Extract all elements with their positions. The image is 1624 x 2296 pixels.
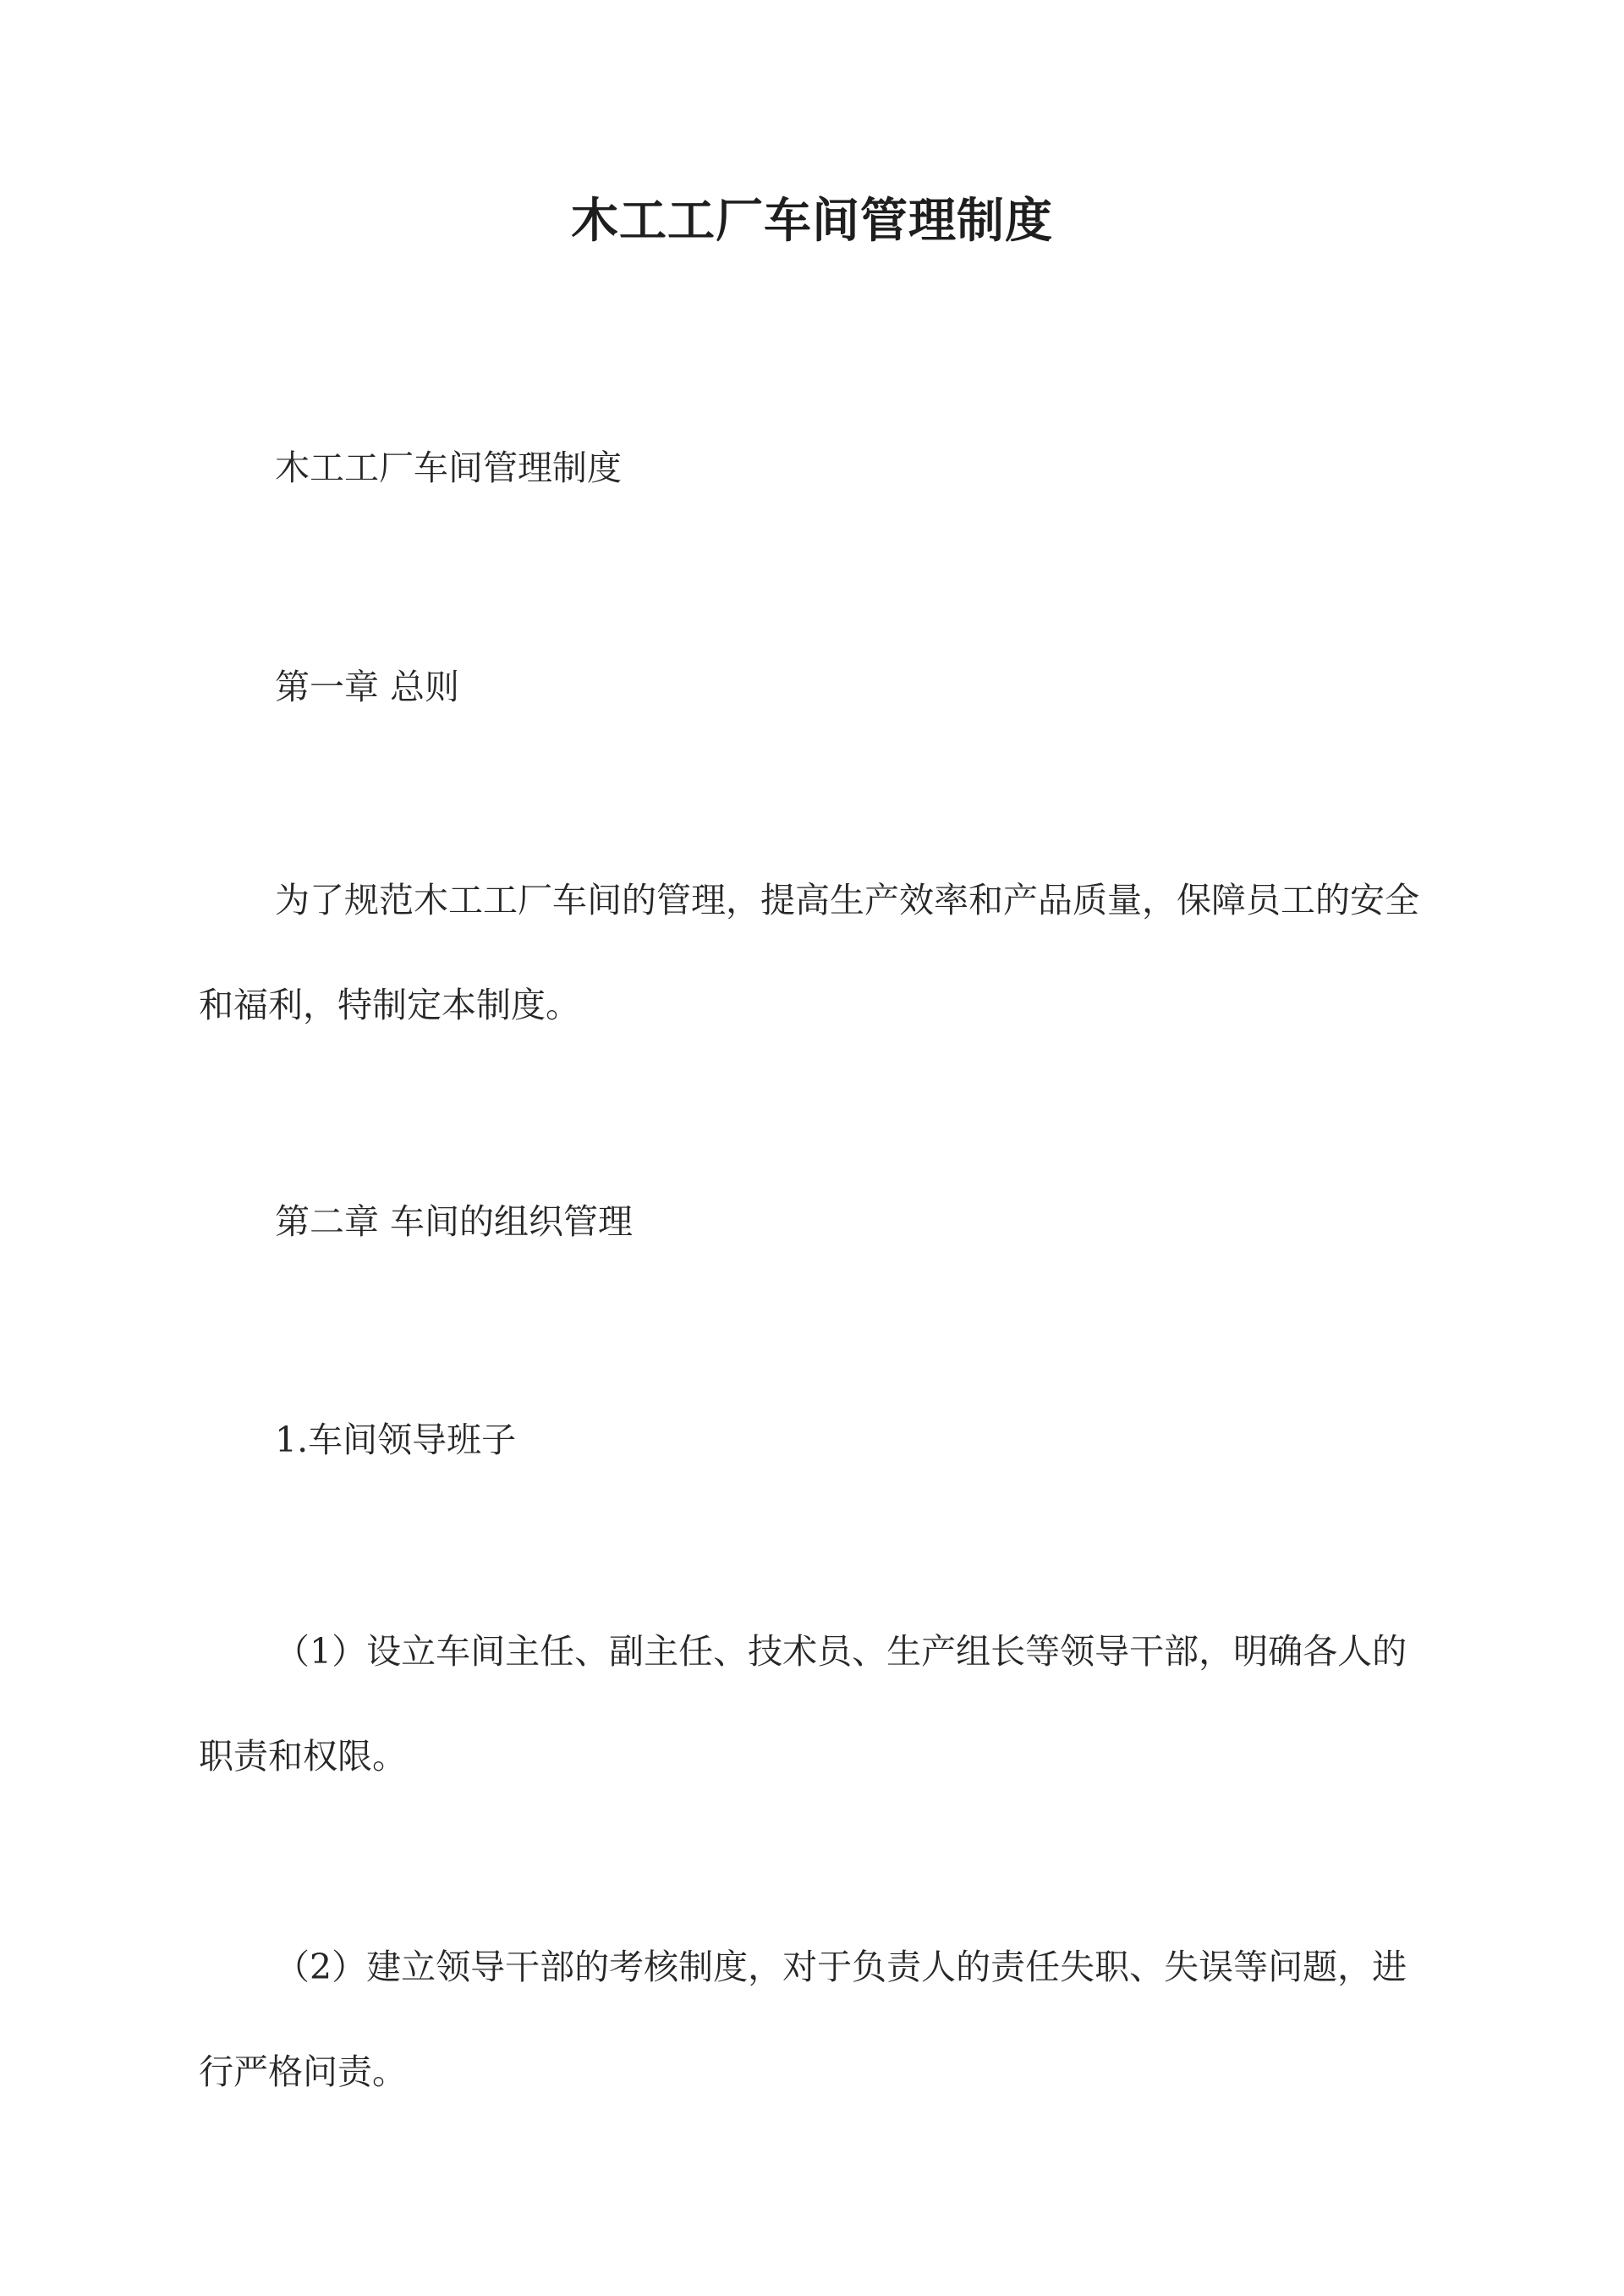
section-heading-leadership: 1.车间领导班子	[275, 1420, 517, 1460]
chapter-heading-organization: 第二章 车间的组织管理	[275, 1201, 634, 1242]
list-item-leadership-roles: （1）设立车间主任、副主任、技术员、生产组长等领导干部，明确各人的职责和权限。	[199, 1631, 1407, 1777]
paragraph-purpose: 为了规范木工工厂车间的管理，提高生产效率和产品质量，保障员工的安全和福利，特制定本制度。	[199, 880, 1419, 1025]
paragraph-doc-name: 木工工厂车间管理制度	[275, 448, 622, 488]
list-item-assessment: （2）建立领导干部的考核制度，对于负责人的责任失职、失误等问题，进行严格问责。	[199, 1947, 1407, 2092]
document-title: 木工工厂车间管理制度	[571, 193, 1053, 249]
chapter-heading-general: 第一章 总则	[275, 667, 460, 707]
